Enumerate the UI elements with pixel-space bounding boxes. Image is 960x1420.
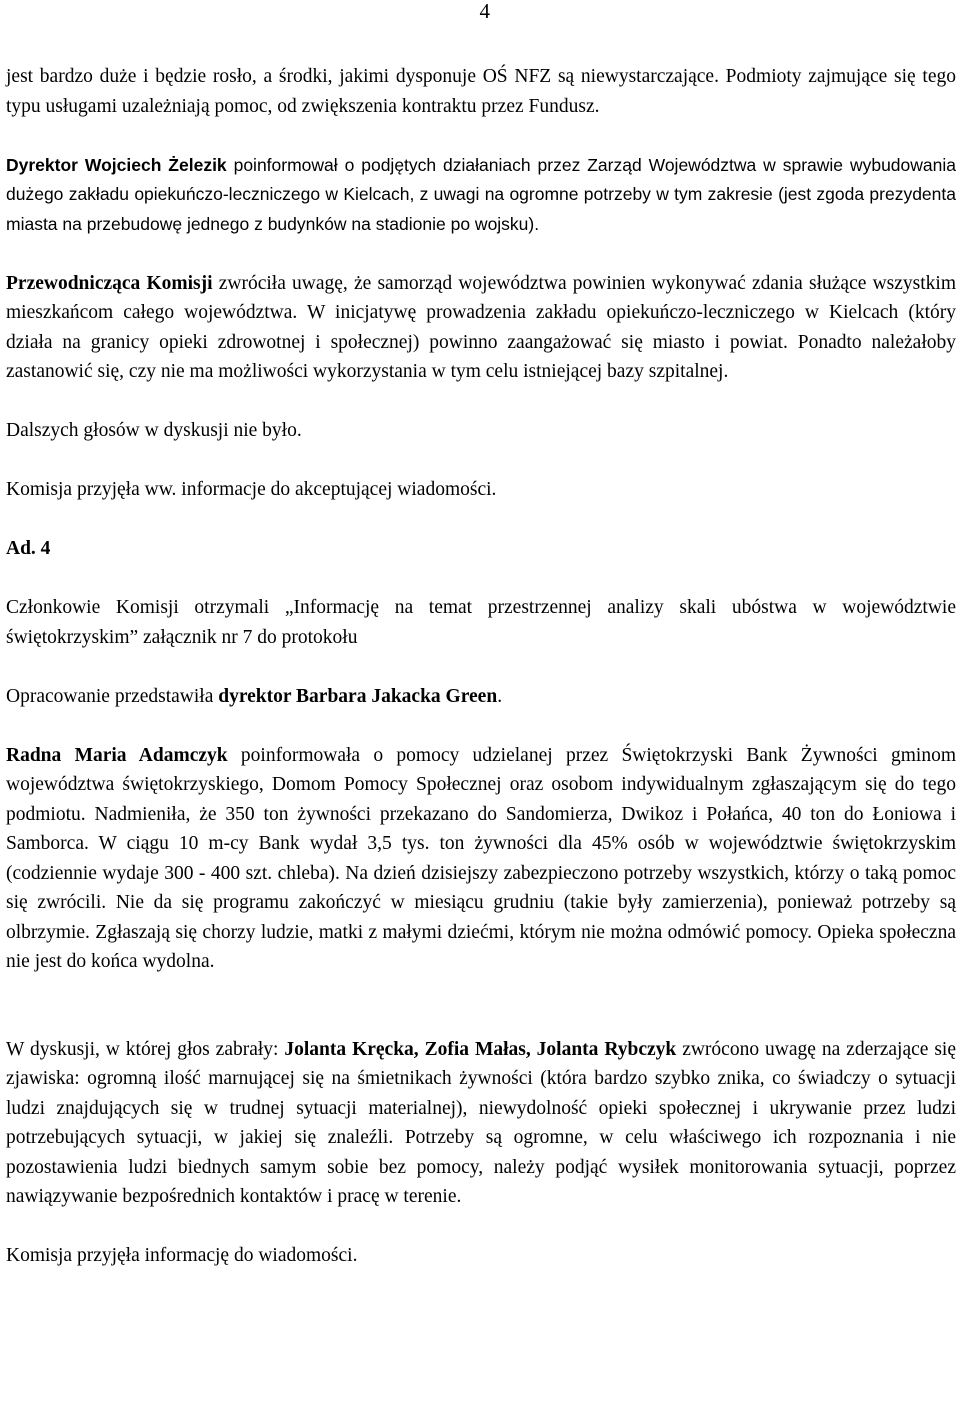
paragraph-no-further-voices [6,416,956,446]
paragraph-text: zwrócono uwagę na zderzające się zjawiska: ogromną ilość marnującej się na śmietnikach żywności (która bardzo szybko znika, co świadczy o sytuacji ludzi znajdujących się w trudnej sytuacji materialnej), niewydolność opieki społecznej i ukrywanie przez ludzi potrzebujących sytuacji, w jakiej się znaleźli. Potrzeby są ogromne, w celu właściwego ich rozpoznania i nie pozostawienia ludzi biednych samym sobie bez pomocy, należy podjąć wysiłek monitorowania sytuacji, poprzez nawiązywanie bezpośrednich kontaktów i pracę w terenie. [6,1038,957,1207]
paragraph-text: . [497,685,503,707]
paragraph-commission-accepted [6,475,956,505]
document-body [6,62,956,1271]
paragraph-text: Komisja przyjęła informację do wiadomości. [6,1245,358,1266]
paragraph-radna-adamczyk [6,741,956,977]
paragraph-text: Komisja przyjęła ww. informacje do akceptującej wiadomości. [6,479,497,500]
paragraph-dyrektor-zelezik [6,151,956,240]
paragraph-text: poinformowała o pomocy udzielanej przez Świętokrzyski Bank Żywności gminom województwa świętokrzyskiego, Domom Pomocy Społecznej oraz osobom indywidualnym zgłaszającym się do tego podmiotu. Nadmieniła, że 350 ton żywności przekazano do Sandomierza, Dwikoz i Połańca, 40 ton do Łoniowa i Samborca. W ciągu 10 m-cy Bank wydał 3,5 tys. ton żywności dla 45% osób w województwie świętokrzyskim (codziennie wydaje 300 - 400 szt. chleba). Na dzień dzisiejszy zabezpieczono potrzeby wszystkich, którzy o taką pomoc się zwrócili. Nie da się programu zakończyć w miesiącu grudniu (takie były zamierzenia), ponieważ potrzeby są olbrzymie. Zgłaszają się chorzy ludzie, matki z małymi dziećmi, którym nie można odmówić pomocy. Opieka społeczna nie jest do końca wydolna. [6,744,956,972]
paragraph-text: Dalszych głosów w dyskusji nie było. [6,420,302,441]
paragraph-poverty-analysis [6,593,956,652]
section-heading-ad4: Ad. 4 [6,538,51,559]
page-number: 4 [479,0,490,23]
paragraph-discussion [6,1035,956,1212]
paragraph-text: W dyskusji, w której głos zabrały: [6,1038,285,1060]
paragraph-commission-accepted-info [6,1241,956,1271]
speaker-name: Dyrektor Wojciech Żelezik [6,154,227,175]
paragraph-presented-by [6,682,956,712]
speaker-names: Jolanta Kręcka, Zofia Małas, Jolanta Rybczyk [284,1038,677,1060]
speaker-name: Przewodnicząca Komisji [6,272,213,294]
speaker-name: Radna Maria Adamczyk [6,744,228,766]
paragraph-przewodniczaca [6,269,956,387]
paragraph-text: poinformował o podjętych działaniach przez Zarząd Województwa w sprawie wybudowania dużego zakładu opiekuńczo-leczniczego w Kielcach, z uwagi na ogromne potrzeby w tym zakresie (jest zgoda prezydenta miasta na przebudowę jednego z budynków na stadionie po wojsku). [6,154,956,234]
paragraph-text: W inicjatywę prowadzenia zakładu opiekuńczo-leczniczego w Kielcach (który działa na granicy opieki zdrowotnej i społecznej) powinno zaangażować się miasto i powiat. Ponadto należałoby zastanowić się, czy nie ma możliwości wykorzystania w tym celu istniejącej bazy szpitalnej. [6,302,956,382]
presenter-name: dyrektor Barbara Jakacka Green [218,685,498,707]
paragraph-text: zwróciła uwagę, że samorząd województwa powinien wykonywać zdania służące wszystkim mieszkańcom całego województwa. [6,272,956,323]
paragraph-nfz-funding [6,62,956,121]
paragraph-text: Opracowanie przedstawiła [6,685,219,707]
paragraph-text: jest bardzo duże i będzie rosło, a środki, jakimi dysponuje OŚ NFZ są niewystarczające. Podmioty zajmujące się tego typu usługami uzależniają pomoc, od zwiększenia kontraktu przez Fundusz. [6,66,956,117]
paragraph-text: Członkowie Komisji otrzymali „Informację na temat przestrzennej analizy skali ubóstwa w województwie świętokrzyskim” załącznik nr 7 do protokołu [6,597,956,648]
